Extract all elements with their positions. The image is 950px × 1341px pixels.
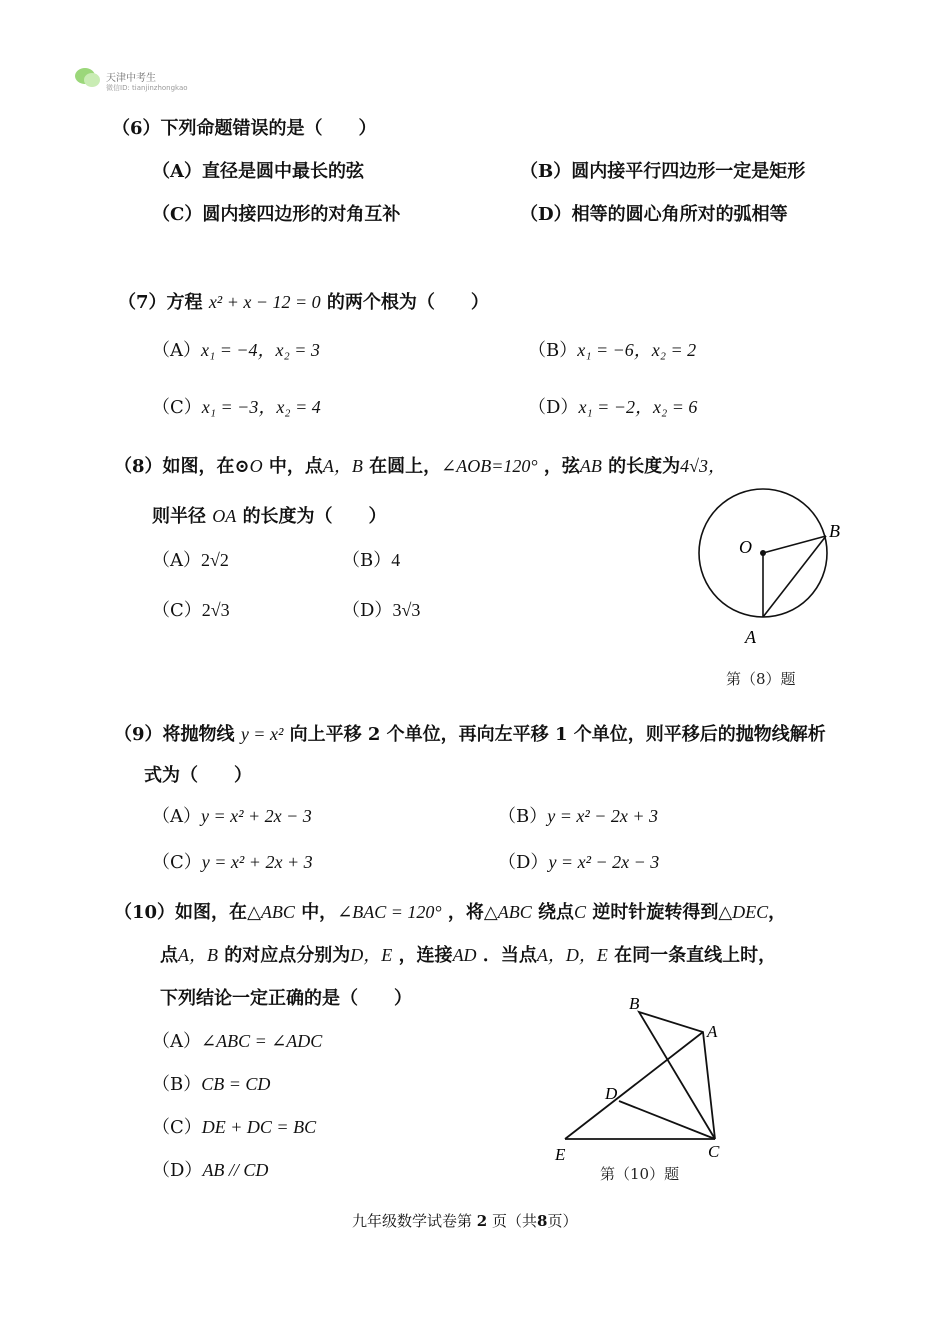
q7-stem-prefix: （7）方程 xyxy=(118,292,203,313)
q9-option-b xyxy=(498,802,658,828)
q7-equation: x² + x − 12 = 0 xyxy=(208,292,321,312)
q9-a-label: （A） xyxy=(152,806,201,827)
q8-option-a xyxy=(152,546,229,572)
q8-option-c xyxy=(152,596,230,622)
q8-l2-a: 则半径 xyxy=(152,506,206,527)
q10-l2-pts2: D，E xyxy=(350,945,393,965)
q6-option-c: （C）圆内接四边形的对角互补 xyxy=(152,204,401,225)
q10-l1-c: ，将 xyxy=(447,902,484,923)
q7-c-label: （C） xyxy=(152,397,202,418)
q10-option-d xyxy=(152,1156,268,1182)
q8-option-b xyxy=(342,546,400,572)
footer-text-b: 页（共 xyxy=(492,1212,538,1230)
footer-text-c: 页） xyxy=(547,1212,578,1230)
q7-b-value: x₁ = −6，x₂ = 2 xyxy=(577,340,697,360)
q9-c-label: （C） xyxy=(152,852,202,873)
q8-label-o: O xyxy=(739,537,752,557)
q10-l1-f: ， xyxy=(768,902,787,923)
q10-l1-e: 逆时针旋转得到 xyxy=(592,902,719,923)
q10-l1-d: 绕点 xyxy=(538,902,575,923)
q8-c-value: 2√3 xyxy=(201,600,230,620)
q10-option-c xyxy=(152,1113,316,1139)
q10-label-d: D xyxy=(605,1084,618,1103)
q10-c-label: （C） xyxy=(152,1117,202,1138)
q7-stem xyxy=(118,288,489,314)
q10-l1-c-pt: C xyxy=(574,902,587,922)
q10-b-label: （B） xyxy=(152,1074,202,1095)
q10-label-e: E xyxy=(555,1145,566,1164)
page-footer xyxy=(352,1210,577,1231)
q6-option-a: （A）直径是圆中最长的弦 xyxy=(152,161,364,182)
q9-line2: 式为（ ） xyxy=(144,765,252,786)
q8-l1-a: （8）如图，在⊙ xyxy=(114,456,250,477)
q8-l1-pts: A，B xyxy=(322,456,363,476)
q9-option-d xyxy=(498,848,659,874)
q8-l1-d: ，弦 xyxy=(543,456,580,477)
q8-l1-ab: AB xyxy=(579,456,602,476)
q10-l1-tri: △ABC xyxy=(247,902,295,922)
q10-l2-c: ，连接 xyxy=(398,945,453,966)
q7-d-value: x₁ = −2，x₂ = 6 xyxy=(578,397,698,417)
q8-b-label: （B） xyxy=(342,550,392,571)
q10-option-b xyxy=(152,1070,270,1096)
q10-label-a: A xyxy=(707,1022,718,1041)
q9-b-value: y = x² − 2x + 3 xyxy=(547,806,659,826)
q10-l1-a: （10）如图，在 xyxy=(114,902,248,923)
watermark-title: 天津中考生 xyxy=(106,73,156,84)
q8-center-dot xyxy=(760,550,766,556)
q8-l1-c: 在圆上， xyxy=(369,456,442,477)
q10-line2 xyxy=(160,941,776,967)
q9-option-a xyxy=(152,802,312,828)
q10-line3: 下列结论一定正确的是（ ） xyxy=(160,988,412,1009)
q10-figure xyxy=(545,985,745,1165)
q8-caption: 第（8）题 xyxy=(726,670,796,688)
q8-segment-ab xyxy=(763,536,826,617)
footer-text-a: 九年级数学试卷第 xyxy=(352,1212,473,1230)
q9-d-value: y = x² − 2x − 3 xyxy=(548,852,660,872)
q10-l2-pts3: A，D，E xyxy=(536,945,608,965)
q7-option-a xyxy=(152,336,320,362)
q7-a-label: （A） xyxy=(152,340,201,361)
q10-l2-pts: A，B xyxy=(178,945,218,965)
q7-c-value: x₁ = −3，x₂ = 4 xyxy=(201,397,321,417)
q8-l2-b: 的长度为（ ） xyxy=(242,506,387,527)
q8-line1 xyxy=(114,452,726,478)
q9-l1-eq: y = x² xyxy=(240,724,284,744)
q9-b-label: （B） xyxy=(498,806,548,827)
q10-line1 xyxy=(114,898,786,924)
watermark-subtitle: 微信ID: tianjinzhongkao xyxy=(106,84,188,92)
q9-line1 xyxy=(114,720,826,746)
q10-a-value: ∠ABC = ∠ADC xyxy=(201,1031,323,1051)
q10-l1-tri2: △ABC xyxy=(483,902,532,922)
q10-b-value: CB = CD xyxy=(201,1074,271,1094)
q9-option-c xyxy=(152,848,313,874)
q10-triangle-abc xyxy=(639,1012,715,1139)
footer-page-number: 2 xyxy=(476,1212,488,1230)
q10-option-a xyxy=(152,1027,322,1053)
q9-a-value: y = x² + 2x − 3 xyxy=(201,806,312,826)
q6-option-d: （D）相等的圆心角所对的弧相等 xyxy=(520,204,788,225)
q10-l2-ad: AD xyxy=(452,945,477,965)
q10-label-c: C xyxy=(708,1142,720,1161)
q10-d-label: （D） xyxy=(152,1160,203,1181)
q8-l1-e: 的长度为 xyxy=(608,456,681,477)
q10-l2-a: 点 xyxy=(160,945,178,966)
q8-l1-o: O xyxy=(249,456,263,476)
q8-c-label: （C） xyxy=(152,600,202,621)
q8-segment-ob xyxy=(763,536,826,553)
q8-option-d xyxy=(342,596,420,622)
watermark-logo-icon xyxy=(74,66,102,90)
q10-l2-b: 的对应点分别为 xyxy=(224,945,351,966)
q10-l1-angle: ∠BAC = 120° xyxy=(337,902,442,922)
q10-l2-d: ．当点 xyxy=(482,945,537,966)
q7-option-d xyxy=(528,393,697,419)
q7-a-value: x₁ = −4，x₂ = 3 xyxy=(201,340,320,360)
q8-l1-len: 4√3， xyxy=(680,456,727,476)
q6-stem: （6）下列命题错误的是（ ） xyxy=(112,118,377,139)
q7-option-c xyxy=(152,393,321,419)
q6-option-b: （B）圆内接平行四边形一定是矩形 xyxy=(520,161,806,182)
q10-label-b: B xyxy=(629,994,640,1013)
q8-l1-b: 中，点 xyxy=(268,456,323,477)
q10-l1-b: 中， xyxy=(301,902,338,923)
q8-l2-oa: OA xyxy=(212,506,237,526)
q8-l1-angle: ∠AOB=120° xyxy=(441,456,538,476)
q9-d-label: （D） xyxy=(498,852,549,873)
q9-c-value: y = x² + 2x + 3 xyxy=(201,852,313,872)
q10-caption: 第（10）题 xyxy=(600,1165,680,1183)
q8-a-value: 2√2 xyxy=(201,550,229,570)
q10-l1-tri3: △DEC xyxy=(718,902,769,922)
footer-total-pages: 8 xyxy=(537,1212,548,1230)
q8-d-value: 3√3 xyxy=(392,600,421,620)
q8-a-label: （A） xyxy=(152,550,201,571)
q7-stem-suffix: 的两个根为（ ） xyxy=(326,292,489,313)
q8-line2 xyxy=(152,502,387,528)
q9-l1-b: 向上平移 2 个单位，再向左平移 1 个单位，则平移后的抛物线解析 xyxy=(289,724,826,745)
q10-l2-e: 在同一条直线上时， xyxy=(614,945,777,966)
q7-b-label: （B） xyxy=(528,340,578,361)
q8-label-a: A xyxy=(745,627,756,647)
q8-b-value: 4 xyxy=(391,550,401,570)
q8-figure xyxy=(690,485,850,655)
q8-label-b: B xyxy=(829,521,840,541)
q8-d-label: （D） xyxy=(342,600,393,621)
q7-d-label: （D） xyxy=(528,397,579,418)
q10-d-value: AB // CD xyxy=(202,1160,269,1180)
q7-option-b xyxy=(528,336,696,362)
q9-l1-a: （9）将抛物线 xyxy=(114,724,235,745)
q10-segment-dc xyxy=(619,1101,715,1139)
q10-c-value: DE + DC = BC xyxy=(201,1117,317,1137)
q10-a-label: （A） xyxy=(152,1031,201,1052)
